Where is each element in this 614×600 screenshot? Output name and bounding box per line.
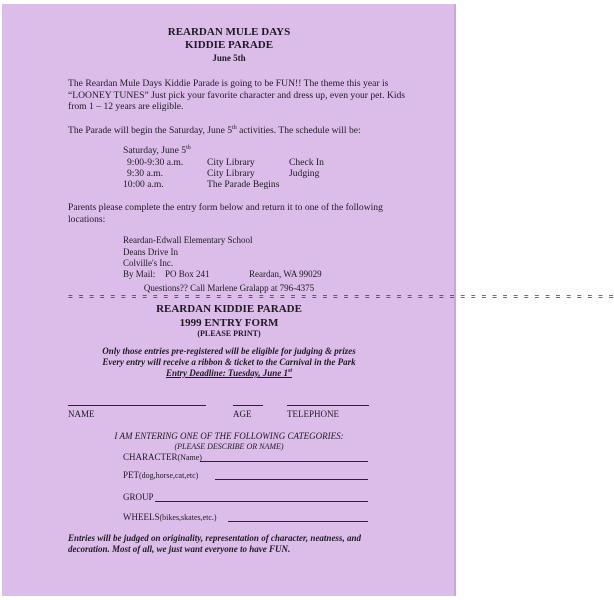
location-school: Reardan-Edwall Elementary School	[123, 235, 253, 245]
schedule-time: 9:00-9:30 a.m.	[127, 157, 184, 168]
schedule-time: 10:00 a.m.	[123, 179, 164, 190]
schedule-event: Judging	[289, 168, 320, 179]
form-subtitle: 1999 ENTRY FORM	[179, 317, 279, 329]
mail-po-box: PO Box 241	[165, 269, 210, 279]
category-pet: PET(dog,horse,cat,etc)	[123, 470, 199, 480]
notice-preregistered: Only those entries pre-registered will be eligible for judging & prizes	[102, 346, 356, 356]
event-subtitle: KIDDIE PARADE	[184, 39, 274, 51]
telephone-input[interactable]	[287, 405, 369, 406]
wheels-input[interactable]	[228, 521, 368, 522]
mail-city: Reardan, WA 99029	[249, 269, 322, 279]
categories-heading: I AM ENTERING ONE OF THE FOLLOWING CATEGORIES:	[114, 431, 344, 441]
name-input[interactable]	[68, 405, 206, 406]
mail-label: By Mail:	[123, 269, 156, 279]
entry-deadline: Entry Deadline: Tuesday, June 1st	[165, 368, 293, 378]
questions-contact: Questions?? Call Marlene Gralapp at 796-4375	[143, 283, 315, 293]
telephone-label: TELEPHONE	[287, 409, 339, 419]
category-character: CHARACTER(Name)	[123, 452, 202, 462]
print-note: (PLEASE PRINT)	[197, 329, 261, 338]
schedule-event: Check In	[289, 157, 324, 168]
schedule-place: The Parade Begins	[207, 179, 280, 190]
schedule-place: City Library	[207, 157, 255, 168]
schedule-time: 9:30 a.m.	[127, 168, 163, 179]
group-input[interactable]	[155, 501, 368, 502]
flyer-page	[2, 4, 614, 596]
name-label: NAME	[68, 409, 95, 419]
notice-ribbon: Every entry will receive a ribbon & ticket to the Carnival in the Park	[102, 357, 356, 367]
schedule-day: Saturday, June 5th	[123, 144, 191, 156]
intro-paragraph: The Reardan Mule Days Kiddie Parade is going to be FUN!! The theme this year is “LOONEY TUNES” Just pick your favorite character and dress up, even your pet. Kids from 1 – 12 years are eligible.	[68, 78, 406, 112]
category-group: GROUP	[123, 492, 154, 502]
age-input[interactable]	[233, 405, 263, 406]
location-drive-in: Deans Drive In	[123, 247, 178, 257]
judging-note: Entries will be judged on originality, representation of character, neatness, and decoration. Most of all, we just want everyone to have FUN.	[68, 533, 361, 554]
event-date: June 5th	[212, 53, 246, 63]
locations-intro: Parents please complete the entry form below and return it to one of the following locations:	[68, 202, 383, 225]
category-wheels: WHEELS(bikes,skates,etc.)	[123, 512, 217, 522]
schedule-place: City Library	[207, 168, 255, 179]
character-input[interactable]	[200, 461, 368, 462]
event-title: REARDAN MULE DAYS	[167, 26, 291, 38]
age-label: AGE	[233, 409, 252, 419]
categories-note: (PLEASE DESCRIBE OR NAME)	[174, 442, 284, 451]
location-colvilles: Colville's Inc.	[123, 258, 174, 268]
form-title: REARDAN KIDDIE PARADE	[156, 303, 302, 315]
separator-line: = = = = = = = = = = = = = = = = = = = = = = = = = = = = = = = = = = = = = = = = = = = = = = = = = = = =	[68, 293, 614, 302]
pet-input[interactable]	[215, 479, 368, 480]
schedule-intro: The Parade will begin the Saturday, June 5th activities. The schedule will be:	[68, 124, 361, 136]
